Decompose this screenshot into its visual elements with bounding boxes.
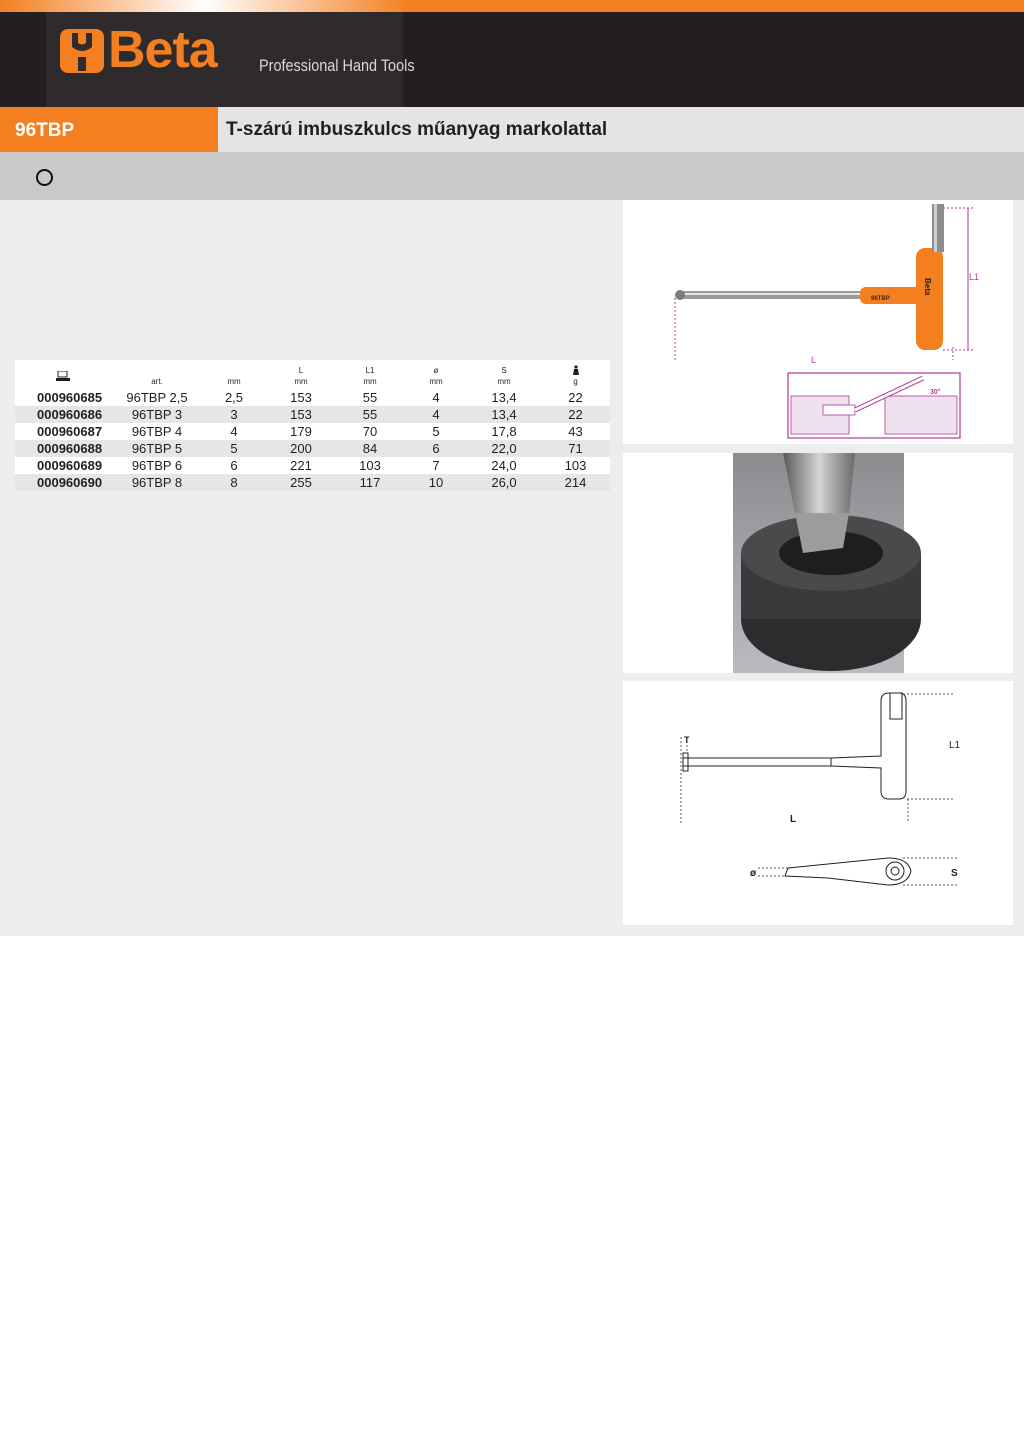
- brand-tagline: Professional Hand Tools: [259, 56, 415, 75]
- cell-S: 24,0: [467, 457, 541, 474]
- cell-article: 96TBP 3: [113, 406, 201, 423]
- header-diameter: ø mm: [405, 360, 467, 389]
- cell-L: 153: [267, 389, 335, 406]
- cell-diameter: 7: [405, 457, 467, 474]
- handle-brand-label: Beta: [923, 278, 932, 296]
- cell-code: 000960690: [15, 474, 113, 491]
- cell-L: 153: [267, 406, 335, 423]
- spec-table: [15, 360, 610, 491]
- cell-size: 2,5: [201, 389, 267, 406]
- cell-L: 255: [267, 474, 335, 491]
- table-row: [15, 406, 610, 423]
- header-art: art.: [113, 360, 201, 389]
- header-code: [15, 360, 113, 389]
- technical-drawing: [623, 681, 1013, 925]
- cell-code: 000960688: [15, 440, 113, 457]
- cell-article: 96TBP 4: [113, 423, 201, 440]
- dim-S-label: S: [951, 868, 958, 879]
- symbol-bar: [0, 152, 1024, 200]
- product-title-bar: [0, 107, 1024, 152]
- wrench-logo-icon: [58, 27, 106, 75]
- dim-L1-label: L1: [969, 272, 980, 282]
- handle-print-label: 96TBP: [871, 296, 890, 302]
- cell-S: 26,0: [467, 474, 541, 491]
- table-header-row: [15, 360, 610, 389]
- dim-L1-drawing-label: L1: [949, 740, 961, 751]
- header-weight: g: [541, 360, 610, 389]
- product-code: 96TBP: [0, 107, 218, 152]
- product-photo: [623, 200, 1013, 444]
- cell-size: 6: [201, 457, 267, 474]
- cell-S: 13,4: [467, 389, 541, 406]
- ball-end-graphic: [623, 453, 1013, 673]
- product-photo-graphic: [623, 200, 1013, 444]
- cell-size: 8: [201, 474, 267, 491]
- hex-socket-symbol-icon: [36, 169, 53, 186]
- cell-size: 3: [201, 406, 267, 423]
- cell-L: 221: [267, 457, 335, 474]
- dim-L-label: L: [811, 355, 817, 365]
- cell-L: 200: [267, 440, 335, 457]
- cell-weight: 71: [541, 440, 610, 457]
- ball-end-photo: [623, 453, 1013, 673]
- header-L: L mm: [267, 360, 335, 389]
- cell-diameter: 4: [405, 389, 467, 406]
- cell-weight: 22: [541, 406, 610, 423]
- dim-L-drawing-label: L: [790, 814, 797, 825]
- cell-article: 96TBP 5: [113, 440, 201, 457]
- cell-S: 22,0: [467, 440, 541, 457]
- cell-S: 17,8: [467, 423, 541, 440]
- brand-name: Beta: [108, 21, 217, 79]
- dim-T-label: T: [684, 735, 690, 745]
- cell-L1: 55: [335, 406, 405, 423]
- cell-article: 96TBP 8: [113, 474, 201, 491]
- cell-weight: 22: [541, 389, 610, 406]
- cell-diameter: 5: [405, 423, 467, 440]
- header-S: S mm: [467, 360, 541, 389]
- cell-L1: 84: [335, 440, 405, 457]
- table-row: [15, 457, 610, 474]
- cell-article: 96TBP 2,5: [113, 389, 201, 406]
- brand-logo: [46, 12, 415, 107]
- cell-weight: 43: [541, 423, 610, 440]
- cell-code: 000960689: [15, 457, 113, 474]
- cell-S: 13,4: [467, 406, 541, 423]
- technical-drawing-graphic: [623, 681, 1013, 925]
- cell-L1: 117: [335, 474, 405, 491]
- header-size: mm: [201, 360, 267, 389]
- cell-L1: 103: [335, 457, 405, 474]
- table-row: [15, 474, 610, 491]
- cell-L: 179: [267, 423, 335, 440]
- cell-code: 000960685: [15, 389, 113, 406]
- cell-article: 96TBP 6: [113, 457, 201, 474]
- cell-L1: 55: [335, 389, 405, 406]
- table-row: [15, 440, 610, 457]
- cell-code: 000960686: [15, 406, 113, 423]
- product-title: T-szárú imbuszkulcs műanyag markolattal: [226, 119, 608, 140]
- angle-label: 30°: [930, 389, 941, 396]
- table-row: [15, 423, 610, 440]
- dim-diameter-label: ø: [750, 868, 757, 879]
- top-accent-stripe: [0, 0, 1024, 12]
- table-row: [15, 389, 610, 406]
- cell-weight: 103: [541, 457, 610, 474]
- cell-L1: 70: [335, 423, 405, 440]
- cell-weight: 214: [541, 474, 610, 491]
- cell-size: 4: [201, 423, 267, 440]
- cell-size: 5: [201, 440, 267, 457]
- cell-code: 000960687: [15, 423, 113, 440]
- barcode-icon: [56, 371, 70, 381]
- header-L1: L1 mm: [335, 360, 405, 389]
- cell-diameter: 4: [405, 406, 467, 423]
- weight-icon: [572, 365, 580, 375]
- cell-diameter: 10: [405, 474, 467, 491]
- cell-diameter: 6: [405, 440, 467, 457]
